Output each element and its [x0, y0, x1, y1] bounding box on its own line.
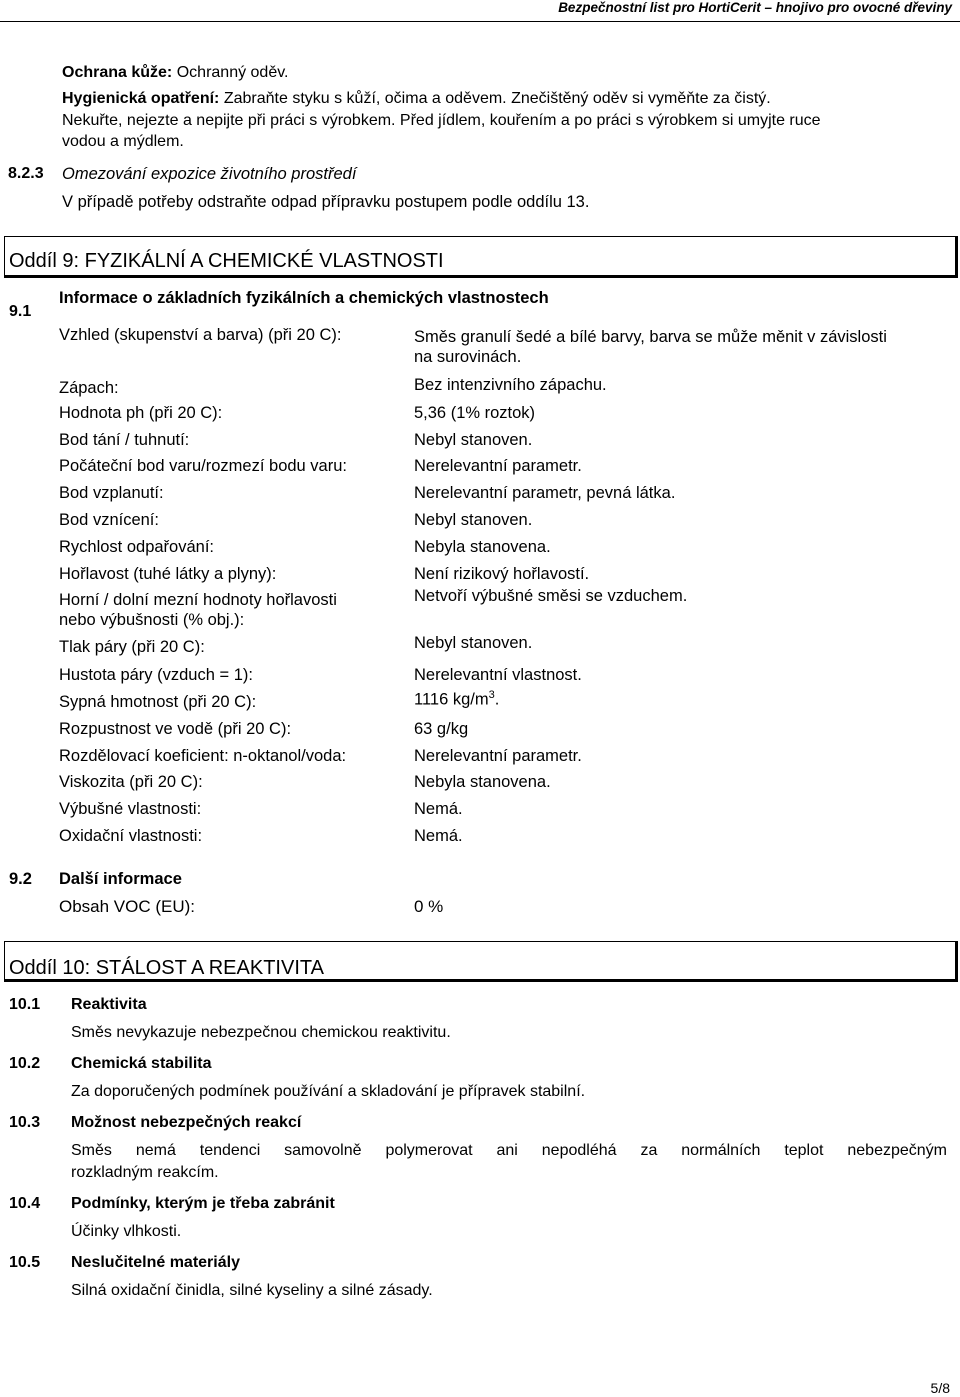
property-value: Směs granulí šedé a bílé barvy, barva se může měnit v závislosti [414, 328, 887, 346]
property-label: Bod vznícení: [59, 511, 159, 529]
subsection-number-9-2: 9.2 [9, 870, 32, 888]
subsection-number-9-1: 9.1 [9, 303, 32, 320]
subsection-text: Silná oxidační činidla, silné kyseliny a silné zásady. [71, 1282, 433, 1299]
property-value: Bez intenzivního zápachu. [414, 376, 607, 394]
subsection-title-9-1: Informace o základních fyzikálních a chemických vlastnostech [59, 289, 549, 307]
hygiene-label: Hygienická opatření: [62, 90, 220, 107]
property-label: Tlak páry (při 20 C): [59, 638, 205, 656]
hygiene-text-3: vodou a mýdlem. [62, 133, 184, 150]
subsection-text-8-2-3: V případě potřeby odstraňte odpad přípravku postupem podle oddílu 13. [62, 193, 590, 211]
hygiene-text-2: Nekuřte, nejezte a nepijte při práci s výrobkem. Před jídlem, kouřením a po práci s výrobkem si umyjte ruce [62, 112, 821, 129]
property-label: Rychlost odpařování: [59, 538, 215, 556]
subsection-number: 10.4 [9, 1195, 41, 1212]
subsection-number: 10.1 [9, 996, 41, 1013]
property-label: Sypná hmotnost (při 20 C): [59, 693, 257, 711]
property-value: 5,36 (1% roztok) [414, 404, 536, 422]
subsection-title-8-2-3: Omezování expozice životního prostředí [62, 165, 357, 183]
subsection-title: Možnost nebezpečných reakcí [71, 1114, 302, 1131]
property-value-tail: . [494, 690, 500, 709]
document-header: Bezpečnostní list pro HortiCerit – hnojivo pro ovocné dřeviny [558, 0, 952, 15]
section-10-header-box [4, 941, 958, 982]
subsection-title: Podmínky, kterým je třeba zabránit [71, 1195, 335, 1212]
property-value-superscript: 3 [488, 689, 495, 701]
subsection-number: 10.5 [9, 1254, 41, 1271]
subsection-number: 10.2 [9, 1055, 41, 1072]
property-label: Oxidační vlastnosti: [59, 827, 203, 845]
section-9-header-box [4, 236, 958, 278]
voc-value: 0 % [414, 897, 444, 916]
subsection-title: Reaktivita [71, 996, 147, 1013]
page-number: 5/8 [930, 1380, 950, 1396]
subsection-text: Za doporučených podmínek používání a skladování je přípravek stabilní. [71, 1083, 586, 1100]
property-value: Nemá. [414, 800, 463, 818]
subsection-number: 10.3 [9, 1114, 41, 1131]
property-value: Nerelevantní parametr. [414, 457, 582, 475]
subsection-text: Účinky vlhkosti. [71, 1223, 182, 1240]
property-value: Nerelevantní parametr, pevná látka. [414, 484, 676, 502]
property-label: Hořlavost (tuhé látky a plyny): [59, 565, 277, 583]
property-label: Zápach: [59, 379, 119, 397]
property-label: Horní / dolní mezní hodnoty hořlavosti [59, 591, 337, 609]
subsection-title: Neslučitelné materiály [71, 1254, 240, 1271]
property-label: Bod vzplanutí: [59, 484, 164, 502]
property-value: 63 g/kg [414, 720, 469, 738]
property-value: Nebyl stanoven. [414, 431, 533, 449]
property-value-text: 1116 kg/m [414, 690, 489, 709]
property-value: Netvoří výbušné směsi se vzduchem. [414, 587, 688, 605]
subsection-text: Směs nevykazuje nebezpečnou chemickou reaktivitu. [71, 1024, 451, 1041]
section-9-title: Oddíl 9: FYZIKÁLNÍ A CHEMICKÉ VLASTNOSTI [9, 250, 444, 272]
property-label: Rozdělovací koeficient: n-oktanol/voda: [59, 747, 347, 765]
property-label-continued: nebo výbušnosti (% obj.): [59, 611, 245, 629]
property-value: Není rizikový hořlavostí. [414, 565, 590, 583]
property-label: Počáteční bod varu/rozmezí bodu varu: [59, 457, 347, 475]
property-value: Nerelevantní parametr. [414, 747, 582, 765]
subsection-text: Směs nemá tendenci samovolně polymerovat ani nepodléhá za normálních teplot nebezpečným [71, 1142, 947, 1159]
property-label: Hodnota ph (při 20 C): [59, 404, 223, 422]
property-label: Vzhled (skupenství a barva) (při 20 C): [59, 326, 342, 344]
property-value: Nebyla stanovena. [414, 538, 551, 556]
property-label: Hustota páry (vzduch = 1): [59, 666, 253, 684]
subsection-title: Chemická stabilita [71, 1055, 212, 1072]
property-label: Viskozita (při 20 C): [59, 773, 203, 791]
voc-label: Obsah VOC (EU): [59, 897, 196, 916]
property-value [414, 689, 499, 710]
skin-protection-text: Ochranný oděv. [176, 64, 289, 81]
section-10-title: Oddíl 10: STÁLOST A REAKTIVITA [9, 957, 324, 979]
property-value: Nebyl stanoven. [414, 511, 533, 529]
property-label: Výbušné vlastnosti: [59, 800, 202, 818]
subsection-title-9-2: Další informace [59, 870, 182, 888]
skin-protection-label: Ochrana kůže: [62, 64, 173, 81]
property-value: Nemá. [414, 827, 463, 845]
subsection-text-continued: rozkladným reakcím. [71, 1164, 219, 1181]
property-value: Nebyl stanoven. [414, 634, 533, 652]
skin-protection [62, 64, 288, 82]
property-value: Nebyla stanovena. [414, 773, 551, 791]
property-label: Rozpustnost ve vodě (při 20 C): [59, 720, 292, 738]
hygiene-line1 [62, 90, 950, 108]
hygiene-text-1: Zabraňte styku s kůží, očima a oděvem. Znečištěný oděv si vyměňte za čistý. [223, 90, 771, 107]
property-value-continued: na surovinách. [414, 348, 522, 366]
subsection-number-8-2-3: 8.2.3 [8, 165, 44, 182]
property-label: Bod tání / tuhnutí: [59, 431, 190, 449]
property-value: Nerelevantní vlastnost. [414, 666, 582, 684]
header-divider [0, 21, 960, 22]
